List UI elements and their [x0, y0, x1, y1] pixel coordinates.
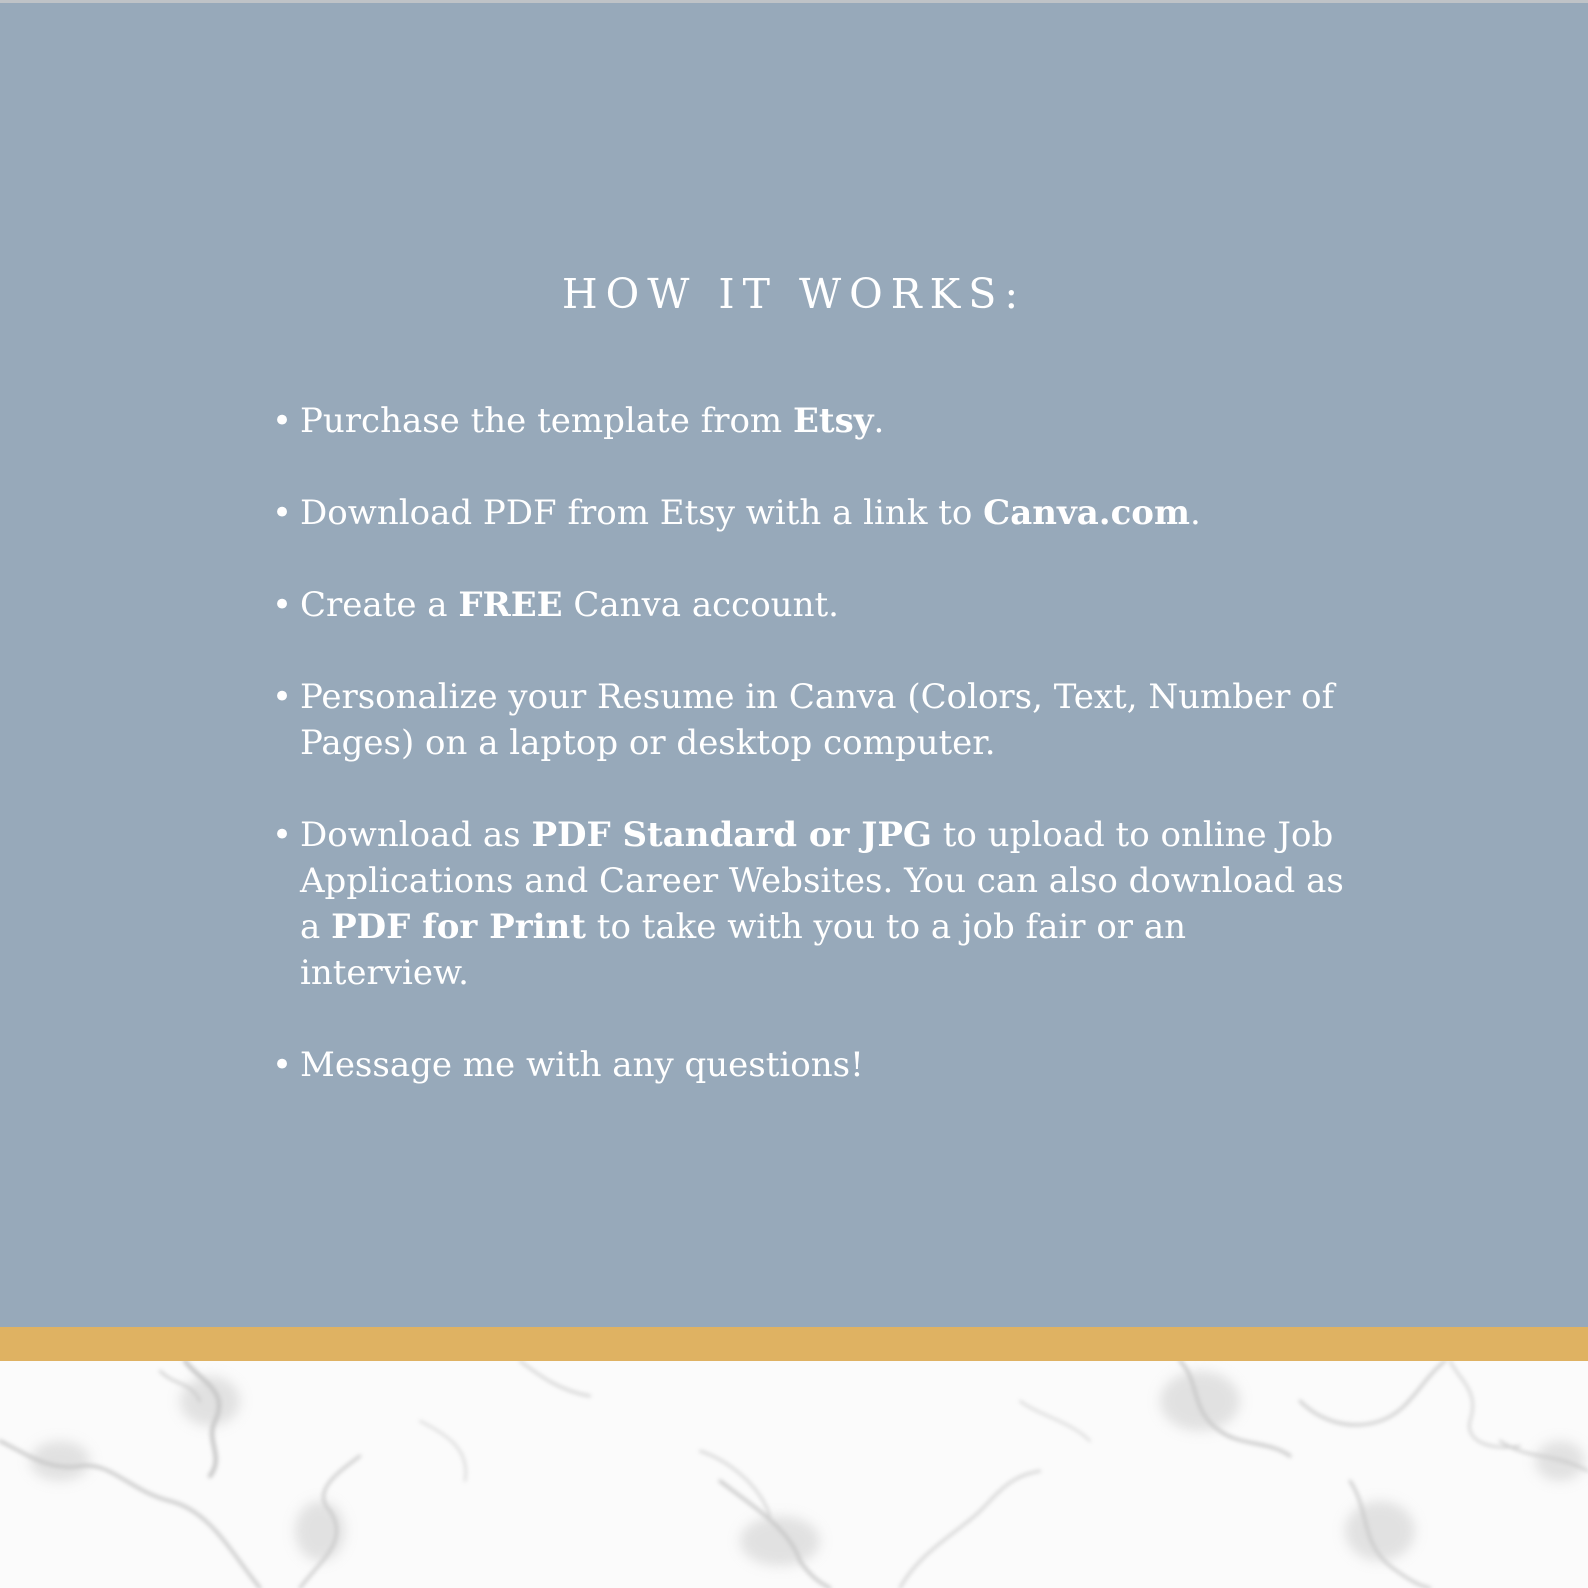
bullet-icon: •	[272, 401, 293, 441]
free-text: FREE	[458, 585, 563, 625]
bullet-icon: •	[272, 815, 293, 855]
step-item-purchase: • Purchase the template from Etsy.	[272, 398, 1352, 444]
bullet-icon: •	[272, 493, 293, 533]
bullet-icon: •	[272, 1045, 293, 1085]
canva-link-text: Canva.com	[983, 493, 1190, 533]
page-title: HOW IT WORKS:	[561, 270, 1027, 318]
step-item-create-account: • Create a FREE Canva account.	[272, 582, 1352, 628]
steps-list	[272, 398, 1352, 1134]
bullet-icon: •	[272, 585, 293, 625]
step-item-personalize: • Personalize your Resume in Canva (Colors, Text, Number of Pages) on a laptop or desktop computer.	[272, 674, 1352, 766]
pdf-for-print-text: PDF for Print	[331, 907, 586, 947]
marble-texture	[0, 1361, 1588, 1588]
step-item-download-pdf: • Download PDF from Etsy with a link to Canva.com.	[272, 490, 1352, 536]
accent-bar	[0, 1327, 1588, 1361]
bullet-icon: •	[272, 677, 293, 717]
step-item-download-as: • Download as PDF Standard or JPG to upload to online Job Applications and Career Websites. You can also download as a PDF for Print to take with you to a job fair or an interview.	[272, 812, 1352, 996]
pdf-standard-jpg-text: PDF Standard or JPG	[531, 815, 932, 855]
step-item-message: • Message me with any questions!	[272, 1042, 1352, 1088]
etsy-text: Etsy	[792, 401, 874, 441]
marble-veins	[0, 1361, 1588, 1588]
